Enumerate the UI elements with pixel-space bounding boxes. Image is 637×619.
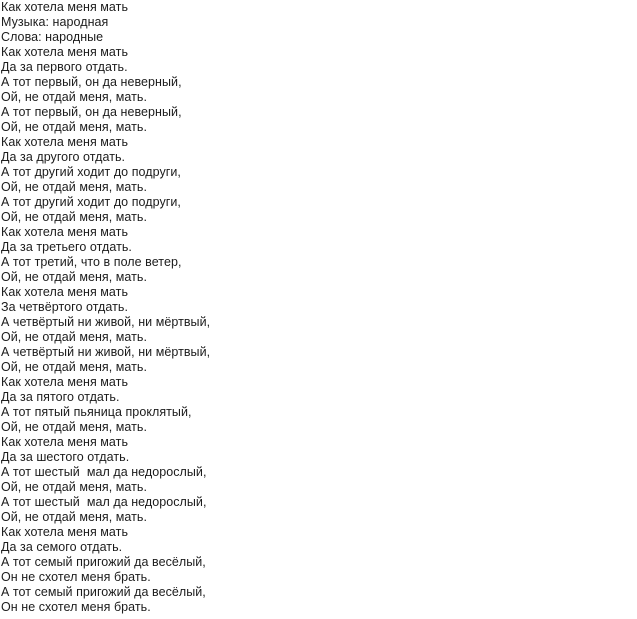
lyric-line: Ой, не отдай меня, мать. — [1, 120, 148, 134]
lyrics-body — [1, 45, 635, 615]
song-title: Как хотела меня мать — [1, 0, 129, 14]
song-lyrics-document — [1, 0, 635, 615]
lyric-line: Как хотела меня мать — [1, 225, 129, 239]
lyric-line: Как хотела меня мать — [1, 45, 129, 59]
lyric-line: Да за шестого отдать. — [1, 450, 130, 464]
lyric-line: Как хотела меня мать — [1, 285, 129, 299]
lyric-line: Как хотела меня мать — [1, 525, 129, 539]
lyric-line: Ой, не отдай меня, мать. — [1, 420, 148, 434]
music-credit: Музыка: народная — [1, 15, 109, 29]
lyrics-credit: Слова: народные — [1, 30, 104, 44]
lyric-line: Он не схотел меня брать. — [1, 600, 151, 614]
lyric-line: Ой, не отдай меня, мать. — [1, 270, 148, 284]
lyric-line: А тот семый пригожий да весёлый, — [1, 585, 206, 599]
lyric-line: Как хотела меня мать — [1, 375, 129, 389]
lyric-line: Ой, не отдай меня, мать. — [1, 480, 148, 494]
lyric-line: А тот третий, что в поле ветер, — [1, 255, 182, 269]
lyric-line: Да за семого отдать. — [1, 540, 123, 554]
lyric-line: Ой, не отдай меня, мать. — [1, 180, 148, 194]
lyric-line: Да за первого отдать. — [1, 60, 128, 74]
lyric-line: Ой, не отдай меня, мать. — [1, 210, 148, 224]
lyric-line: А тот другий ходит до подруги, — [1, 165, 181, 179]
lyric-line: Да за другого отдать. — [1, 150, 126, 164]
lyric-line: Ой, не отдай меня, мать. — [1, 330, 148, 344]
lyric-line: Как хотела меня мать — [1, 435, 129, 449]
lyric-line: А тот пятый пьяница проклятый, — [1, 405, 192, 419]
lyric-line: Ой, не отдай меня, мать. — [1, 510, 148, 524]
lyric-line: А тот шестый мал да недорослый, — [1, 495, 207, 509]
lyric-line: А четвёртый ни живой, ни мёртвый, — [1, 315, 211, 329]
lyric-line: А тот другий ходит до подруги, — [1, 195, 181, 209]
lyric-line: Ой, не отдай меня, мать. — [1, 360, 148, 374]
lyric-line: Да за пятого отдать. — [1, 390, 120, 404]
lyric-line: А тот первый, он да неверный, — [1, 75, 182, 89]
lyric-line: А тот шестый мал да недорослый, — [1, 465, 207, 479]
lyric-line: Ой, не отдай меня, мать. — [1, 90, 148, 104]
lyric-line: А тот первый, он да неверный, — [1, 105, 182, 119]
lyric-line: За четвёртого отдать. — [1, 300, 128, 314]
lyric-line: А четвёртый ни живой, ни мёртвый, — [1, 345, 211, 359]
lyric-line: Он не схотел меня брать. — [1, 570, 151, 584]
lyric-line: Как хотела меня мать — [1, 135, 129, 149]
lyric-line: А тот семый пригожий да весёлый, — [1, 555, 206, 569]
lyric-line: Да за третьего отдать. — [1, 240, 132, 254]
